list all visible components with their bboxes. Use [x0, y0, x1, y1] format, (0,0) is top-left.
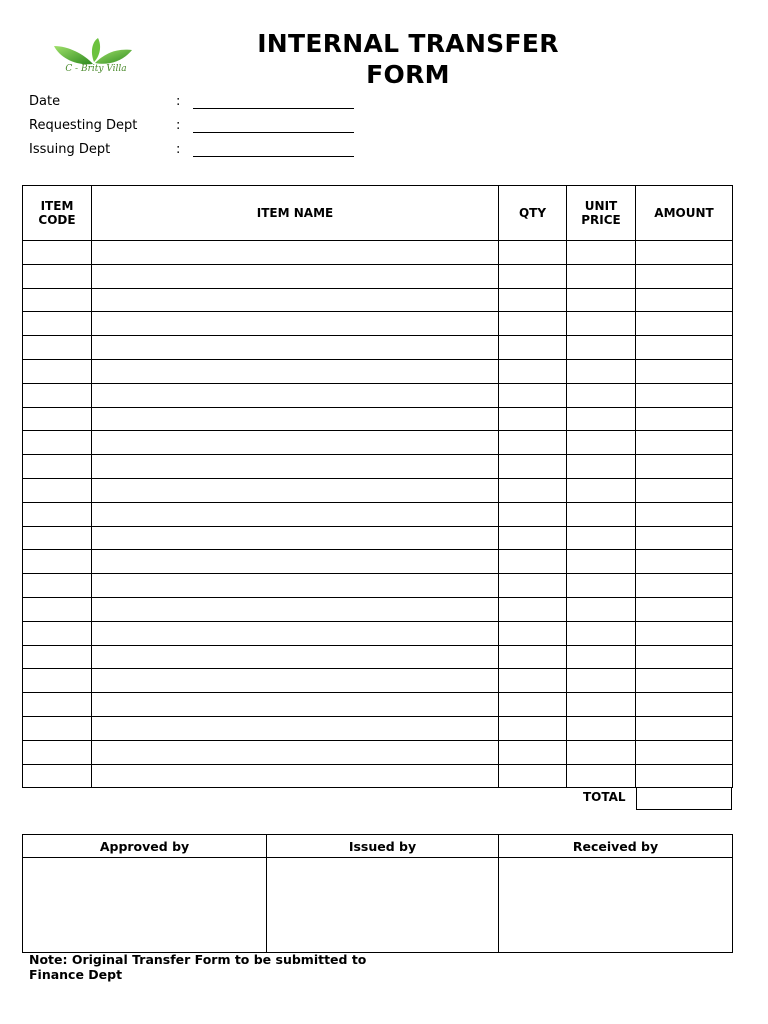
item-name-cell[interactable] — [92, 621, 499, 645]
qty-cell[interactable] — [499, 241, 567, 265]
unit-price-cell[interactable] — [567, 288, 636, 312]
qty-cell[interactable] — [499, 502, 567, 526]
item-code-cell[interactable] — [23, 621, 92, 645]
unit-price-cell[interactable] — [567, 740, 636, 764]
item-code-cell[interactable] — [23, 526, 92, 550]
logo-text: C - Brity Villa — [65, 64, 127, 74]
header-item-code-line2: CODE — [38, 213, 76, 227]
item-code-cell[interactable] — [23, 693, 92, 717]
unit-price-cell[interactable] — [567, 383, 636, 407]
issued-by-signature-box[interactable] — [267, 858, 499, 953]
amount-cell[interactable] — [636, 336, 733, 360]
unit-price-cell[interactable] — [567, 407, 636, 431]
date-line[interactable] — [193, 108, 354, 109]
header-amount — [636, 186, 733, 241]
issuing-dept-line[interactable] — [193, 156, 354, 157]
item-code-cell[interactable] — [23, 264, 92, 288]
header-qty-label: QTY — [518, 206, 547, 220]
unit-price-cell[interactable] — [567, 431, 636, 455]
table-row — [23, 478, 733, 502]
table-row — [23, 431, 733, 455]
item-code-cell[interactable] — [23, 716, 92, 740]
table-header-row — [23, 186, 733, 241]
amount-cell[interactable] — [636, 597, 733, 621]
amount-cell[interactable] — [636, 359, 733, 383]
item-name-cell[interactable] — [92, 478, 499, 502]
unit-price-cell[interactable] — [567, 764, 636, 788]
item-code-cell[interactable] — [23, 669, 92, 693]
unit-price-cell[interactable] — [567, 574, 636, 598]
qty-cell[interactable] — [499, 716, 567, 740]
table-row — [23, 288, 733, 312]
header-unit-price-line1: UNIT — [584, 199, 618, 213]
unit-price-cell[interactable] — [567, 336, 636, 360]
qty-cell[interactable] — [499, 693, 567, 717]
amount-cell[interactable] — [636, 740, 733, 764]
qty-cell[interactable] — [499, 264, 567, 288]
date-colon: : — [176, 94, 181, 109]
items-table-body — [23, 241, 733, 788]
qty-cell[interactable] — [499, 764, 567, 788]
qty-cell[interactable] — [499, 407, 567, 431]
item-code-cell[interactable] — [23, 312, 92, 336]
table-row — [23, 645, 733, 669]
signature-header-row — [23, 835, 733, 858]
amount-cell[interactable] — [636, 407, 733, 431]
qty-cell[interactable] — [499, 288, 567, 312]
amount-cell[interactable] — [636, 621, 733, 645]
qty-cell[interactable] — [499, 312, 567, 336]
table-row — [23, 502, 733, 526]
table-row — [23, 383, 733, 407]
item-name-cell[interactable] — [92, 669, 499, 693]
amount-cell[interactable] — [636, 383, 733, 407]
item-code-cell[interactable] — [23, 597, 92, 621]
unit-price-cell[interactable] — [567, 359, 636, 383]
item-code-cell[interactable] — [23, 288, 92, 312]
unit-price-cell[interactable] — [567, 550, 636, 574]
item-code-cell[interactable] — [23, 574, 92, 598]
amount-cell[interactable] — [636, 478, 733, 502]
qty-cell[interactable] — [499, 669, 567, 693]
unit-price-cell[interactable] — [567, 478, 636, 502]
item-code-cell[interactable] — [23, 336, 92, 360]
total-field[interactable] — [636, 787, 732, 810]
item-name-cell[interactable] — [92, 693, 499, 717]
qty-cell[interactable] — [499, 336, 567, 360]
note-line-1: Note: Original Transfer Form to be submitted to — [29, 952, 367, 967]
item-name-cell[interactable] — [92, 241, 499, 265]
table-row — [23, 597, 733, 621]
qty-cell[interactable] — [499, 478, 567, 502]
header-item-name — [92, 186, 499, 241]
unit-price-cell[interactable] — [567, 502, 636, 526]
title-line-1: INTERNAL TRANSFER — [257, 29, 559, 58]
issued-by-label: Issued by — [267, 835, 499, 858]
unit-price-cell[interactable] — [567, 669, 636, 693]
item-name-cell[interactable] — [92, 740, 499, 764]
unit-price-cell[interactable] — [567, 526, 636, 550]
qty-cell[interactable] — [499, 621, 567, 645]
item-code-cell[interactable] — [23, 550, 92, 574]
item-code-cell[interactable] — [23, 764, 92, 788]
header-item-code — [23, 186, 92, 241]
item-name-cell[interactable] — [92, 431, 499, 455]
table-row — [23, 550, 733, 574]
item-name-cell[interactable] — [92, 312, 499, 336]
amount-cell[interactable] — [636, 574, 733, 598]
qty-cell[interactable] — [499, 645, 567, 669]
issuing-dept-label: Issuing Dept — [29, 142, 111, 157]
unit-price-cell[interactable] — [567, 693, 636, 717]
unit-price-cell[interactable] — [567, 716, 636, 740]
table-row — [23, 359, 733, 383]
item-code-cell[interactable] — [23, 455, 92, 479]
unit-price-cell[interactable] — [567, 241, 636, 265]
amount-cell[interactable] — [636, 526, 733, 550]
table-row — [23, 407, 733, 431]
amount-cell[interactable] — [636, 455, 733, 479]
item-name-cell[interactable] — [92, 455, 499, 479]
item-code-cell[interactable] — [23, 407, 92, 431]
amount-cell[interactable] — [636, 764, 733, 788]
leaf-logo-icon — [50, 36, 136, 66]
table-row — [23, 264, 733, 288]
approved-by-label: Approved by — [23, 835, 267, 858]
header-item-code-line1: ITEM — [40, 199, 74, 213]
received-by-label: Received by — [499, 835, 733, 858]
company-logo — [50, 36, 136, 82]
unit-price-cell[interactable] — [567, 621, 636, 645]
qty-cell[interactable] — [499, 740, 567, 764]
amount-cell[interactable] — [636, 241, 733, 265]
header-unit-price-line2: PRICE — [581, 213, 621, 227]
header-item-name-label: ITEM NAME — [256, 206, 334, 220]
items-table — [22, 185, 733, 788]
header-amount-label: AMOUNT — [654, 206, 714, 220]
qty-cell[interactable] — [499, 597, 567, 621]
amount-cell[interactable] — [636, 312, 733, 336]
item-name-cell[interactable] — [92, 764, 499, 788]
qty-cell[interactable] — [499, 431, 567, 455]
page-title — [208, 28, 608, 90]
requesting-dept-line[interactable] — [193, 132, 354, 133]
signature-table — [22, 834, 733, 953]
item-name-cell[interactable] — [92, 359, 499, 383]
table-row — [23, 241, 733, 265]
item-name-cell[interactable] — [92, 336, 499, 360]
unit-price-cell[interactable] — [567, 597, 636, 621]
received-by-signature-box[interactable] — [499, 858, 733, 953]
qty-cell[interactable] — [499, 383, 567, 407]
amount-cell[interactable] — [636, 693, 733, 717]
footer-note — [29, 952, 409, 982]
item-code-cell[interactable] — [23, 431, 92, 455]
qty-cell[interactable] — [499, 526, 567, 550]
note-line-2: Finance Dept — [29, 967, 123, 982]
item-name-cell[interactable] — [92, 550, 499, 574]
signature-row — [23, 858, 733, 953]
table-row — [23, 336, 733, 360]
table-row — [23, 669, 733, 693]
amount-cell[interactable] — [636, 550, 733, 574]
issuing-dept-colon: : — [176, 142, 181, 157]
header-unit-price — [567, 186, 636, 241]
qty-cell[interactable] — [499, 550, 567, 574]
table-row — [23, 716, 733, 740]
item-name-cell[interactable] — [92, 597, 499, 621]
item-code-cell[interactable] — [23, 241, 92, 265]
unit-price-cell[interactable] — [567, 455, 636, 479]
requesting-dept-label: Requesting Dept — [29, 118, 138, 133]
item-code-cell[interactable] — [23, 645, 92, 669]
title-line-2: FORM — [366, 60, 450, 89]
item-name-cell[interactable] — [92, 645, 499, 669]
amount-cell[interactable] — [636, 645, 733, 669]
unit-price-cell[interactable] — [567, 264, 636, 288]
table-row — [23, 574, 733, 598]
amount-cell[interactable] — [636, 288, 733, 312]
header-qty — [499, 186, 567, 241]
table-row — [23, 455, 733, 479]
item-name-cell[interactable] — [92, 383, 499, 407]
table-row — [23, 740, 733, 764]
amount-cell[interactable] — [636, 502, 733, 526]
item-code-cell[interactable] — [23, 502, 92, 526]
unit-price-cell[interactable] — [567, 312, 636, 336]
amount-cell[interactable] — [636, 264, 733, 288]
approved-by-signature-box[interactable] — [23, 858, 267, 953]
total-label: TOTAL — [583, 790, 626, 804]
item-name-cell[interactable] — [92, 264, 499, 288]
item-code-cell[interactable] — [23, 478, 92, 502]
item-name-cell[interactable] — [92, 407, 499, 431]
item-name-cell[interactable] — [92, 526, 499, 550]
amount-cell[interactable] — [636, 669, 733, 693]
item-name-cell[interactable] — [92, 288, 499, 312]
item-name-cell[interactable] — [92, 716, 499, 740]
qty-cell[interactable] — [499, 574, 567, 598]
unit-price-cell[interactable] — [567, 645, 636, 669]
qty-cell[interactable] — [499, 455, 567, 479]
table-row — [23, 764, 733, 788]
item-name-cell[interactable] — [92, 502, 499, 526]
item-code-cell[interactable] — [23, 359, 92, 383]
item-code-cell[interactable] — [23, 740, 92, 764]
table-row — [23, 621, 733, 645]
date-label: Date — [29, 94, 61, 109]
amount-cell[interactable] — [636, 431, 733, 455]
requesting-dept-colon: : — [176, 118, 181, 133]
amount-cell[interactable] — [636, 716, 733, 740]
table-row — [23, 526, 733, 550]
qty-cell[interactable] — [499, 359, 567, 383]
table-row — [23, 693, 733, 717]
item-code-cell[interactable] — [23, 383, 92, 407]
item-name-cell[interactable] — [92, 574, 499, 598]
table-row — [23, 312, 733, 336]
